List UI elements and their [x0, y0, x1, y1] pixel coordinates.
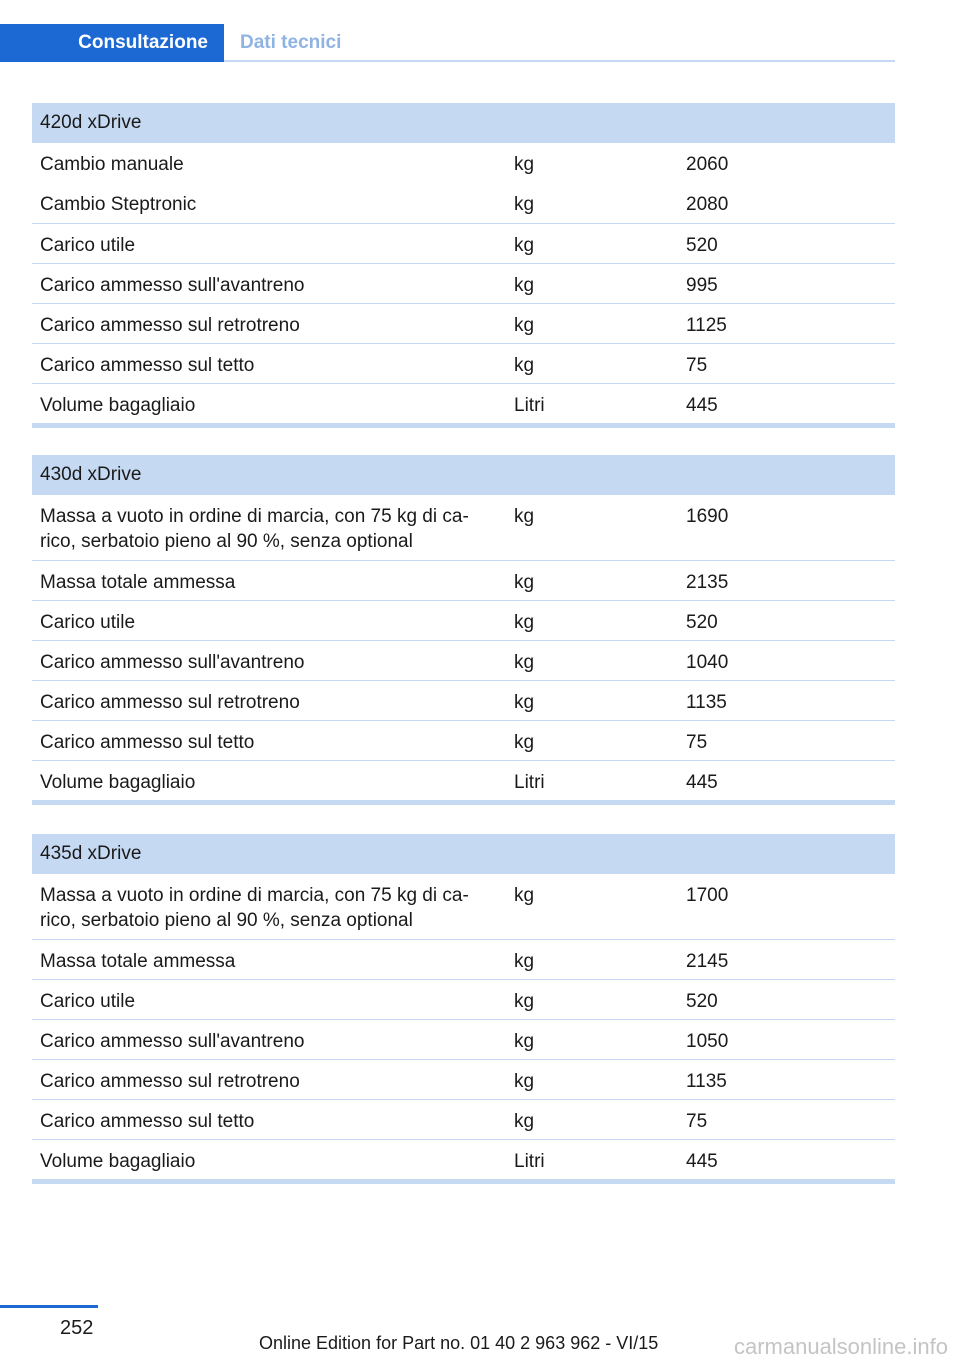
row-label: Carico ammesso sull'avantreno — [40, 652, 305, 673]
row-label — [40, 883, 490, 933]
row-label — [40, 504, 490, 554]
table-row — [32, 303, 895, 343]
row-label-line2: rico, serbatoio pieno al 90 %, senza optional — [40, 531, 413, 552]
row-value: 75 — [686, 1111, 708, 1132]
table-row — [32, 720, 895, 760]
row-value: 2135 — [686, 572, 729, 593]
table-title: 430d xDrive — [32, 455, 895, 495]
row-label: Massa totale ammessa — [40, 951, 236, 972]
row-value: 75 — [686, 732, 708, 753]
row-unit: kg — [514, 154, 535, 175]
table-row — [32, 223, 895, 263]
row-value: 1125 — [686, 315, 727, 336]
row-value: 445 — [686, 772, 718, 793]
row-unit: Litri — [514, 395, 545, 416]
row-value: 520 — [686, 991, 718, 1012]
row-unit: kg — [514, 355, 535, 376]
table-row — [32, 1059, 895, 1099]
row-value: 2060 — [686, 154, 729, 175]
row-label: Carico utile — [40, 991, 136, 1012]
spec-table-420d — [32, 103, 895, 428]
row-label: Carico ammesso sul tetto — [40, 1111, 255, 1132]
tab-consultazione[interactable]: Consultazione — [0, 24, 224, 62]
table-title: 420d xDrive — [32, 103, 895, 143]
row-value: 445 — [686, 395, 718, 416]
row-label-line1: Massa a vuoto in ordine di marcia, con 75 kg di ca- — [40, 885, 469, 906]
table-row — [32, 183, 895, 223]
table-row — [32, 640, 895, 680]
table-row — [32, 979, 895, 1019]
row-label: Carico ammesso sul retrotreno — [40, 692, 300, 713]
row-label: Carico ammesso sul retrotreno — [40, 1071, 300, 1092]
table-row — [32, 143, 895, 183]
row-unit: kg — [514, 732, 535, 753]
row-value: 2145 — [686, 951, 729, 972]
table-row — [32, 939, 895, 979]
table-row — [32, 383, 895, 423]
row-label: Carico utile — [40, 612, 136, 633]
row-unit: kg — [514, 692, 535, 713]
edition-text: Online Edition for Part no. 01 40 2 963 962 - VI/15 — [259, 1333, 659, 1353]
row-value: 995 — [686, 275, 718, 296]
row-label: Cambio Steptronic — [40, 194, 197, 215]
row-unit: kg — [514, 652, 535, 673]
row-unit: kg — [514, 572, 535, 593]
row-unit: kg — [514, 506, 535, 527]
row-unit: kg — [514, 1071, 535, 1092]
row-unit: kg — [514, 235, 535, 256]
row-unit: kg — [514, 275, 535, 296]
spec-table-430d — [32, 455, 895, 805]
table-row — [32, 560, 895, 600]
row-value: 445 — [686, 1151, 718, 1172]
table-row — [32, 600, 895, 640]
section-header — [0, 24, 895, 62]
table-row — [32, 874, 895, 939]
table-row — [32, 680, 895, 720]
row-value: 1135 — [686, 692, 727, 713]
watermark: carmanualsonline.info — [733, 1334, 948, 1359]
footer-rule — [0, 1305, 98, 1308]
table-row — [32, 760, 895, 800]
row-unit: kg — [514, 1031, 535, 1052]
row-value: 75 — [686, 355, 708, 376]
row-label: Carico ammesso sul tetto — [40, 732, 255, 753]
row-unit: kg — [514, 1111, 535, 1132]
row-unit: Litri — [514, 1151, 545, 1172]
row-label: Massa totale ammessa — [40, 572, 236, 593]
row-value: 1135 — [686, 1071, 727, 1092]
row-label: Carico ammesso sull'avantreno — [40, 1031, 305, 1052]
row-label-line1: Massa a vuoto in ordine di marcia, con 75 kg di ca- — [40, 506, 469, 527]
table-title: 435d xDrive — [32, 834, 895, 874]
row-unit: kg — [514, 194, 535, 215]
table-row — [32, 1139, 895, 1179]
table-row — [32, 1099, 895, 1139]
row-value: 1700 — [686, 885, 729, 906]
row-label: Carico ammesso sul tetto — [40, 355, 255, 376]
row-label-line2: rico, serbatoio pieno al 90 %, senza optional — [40, 910, 413, 931]
tab-dati-tecnici[interactable]: Dati tecnici — [240, 32, 342, 53]
row-unit: kg — [514, 612, 535, 633]
row-value: 1040 — [686, 652, 729, 673]
row-label: Carico utile — [40, 235, 136, 256]
page-number: 252 — [60, 1317, 94, 1339]
table-row — [32, 263, 895, 303]
row-unit: kg — [514, 885, 535, 906]
row-unit: Litri — [514, 772, 545, 793]
row-unit: kg — [514, 315, 535, 336]
row-label: Carico ammesso sul retrotreno — [40, 315, 300, 336]
row-value: 2080 — [686, 194, 729, 215]
row-unit: kg — [514, 951, 535, 972]
row-label: Cambio manuale — [40, 154, 184, 175]
row-label: Volume bagagliaio — [40, 395, 196, 416]
spec-table-435d — [32, 834, 895, 1184]
row-label: Volume bagagliaio — [40, 1151, 196, 1172]
table-row — [32, 343, 895, 383]
row-value: 1050 — [686, 1031, 729, 1052]
table-row — [32, 1019, 895, 1059]
row-value: 520 — [686, 612, 718, 633]
table-row — [32, 495, 895, 560]
row-value: 1690 — [686, 506, 729, 527]
row-unit: kg — [514, 991, 535, 1012]
row-label: Volume bagagliaio — [40, 772, 196, 793]
row-label: Carico ammesso sull'avantreno — [40, 275, 305, 296]
row-value: 520 — [686, 235, 718, 256]
